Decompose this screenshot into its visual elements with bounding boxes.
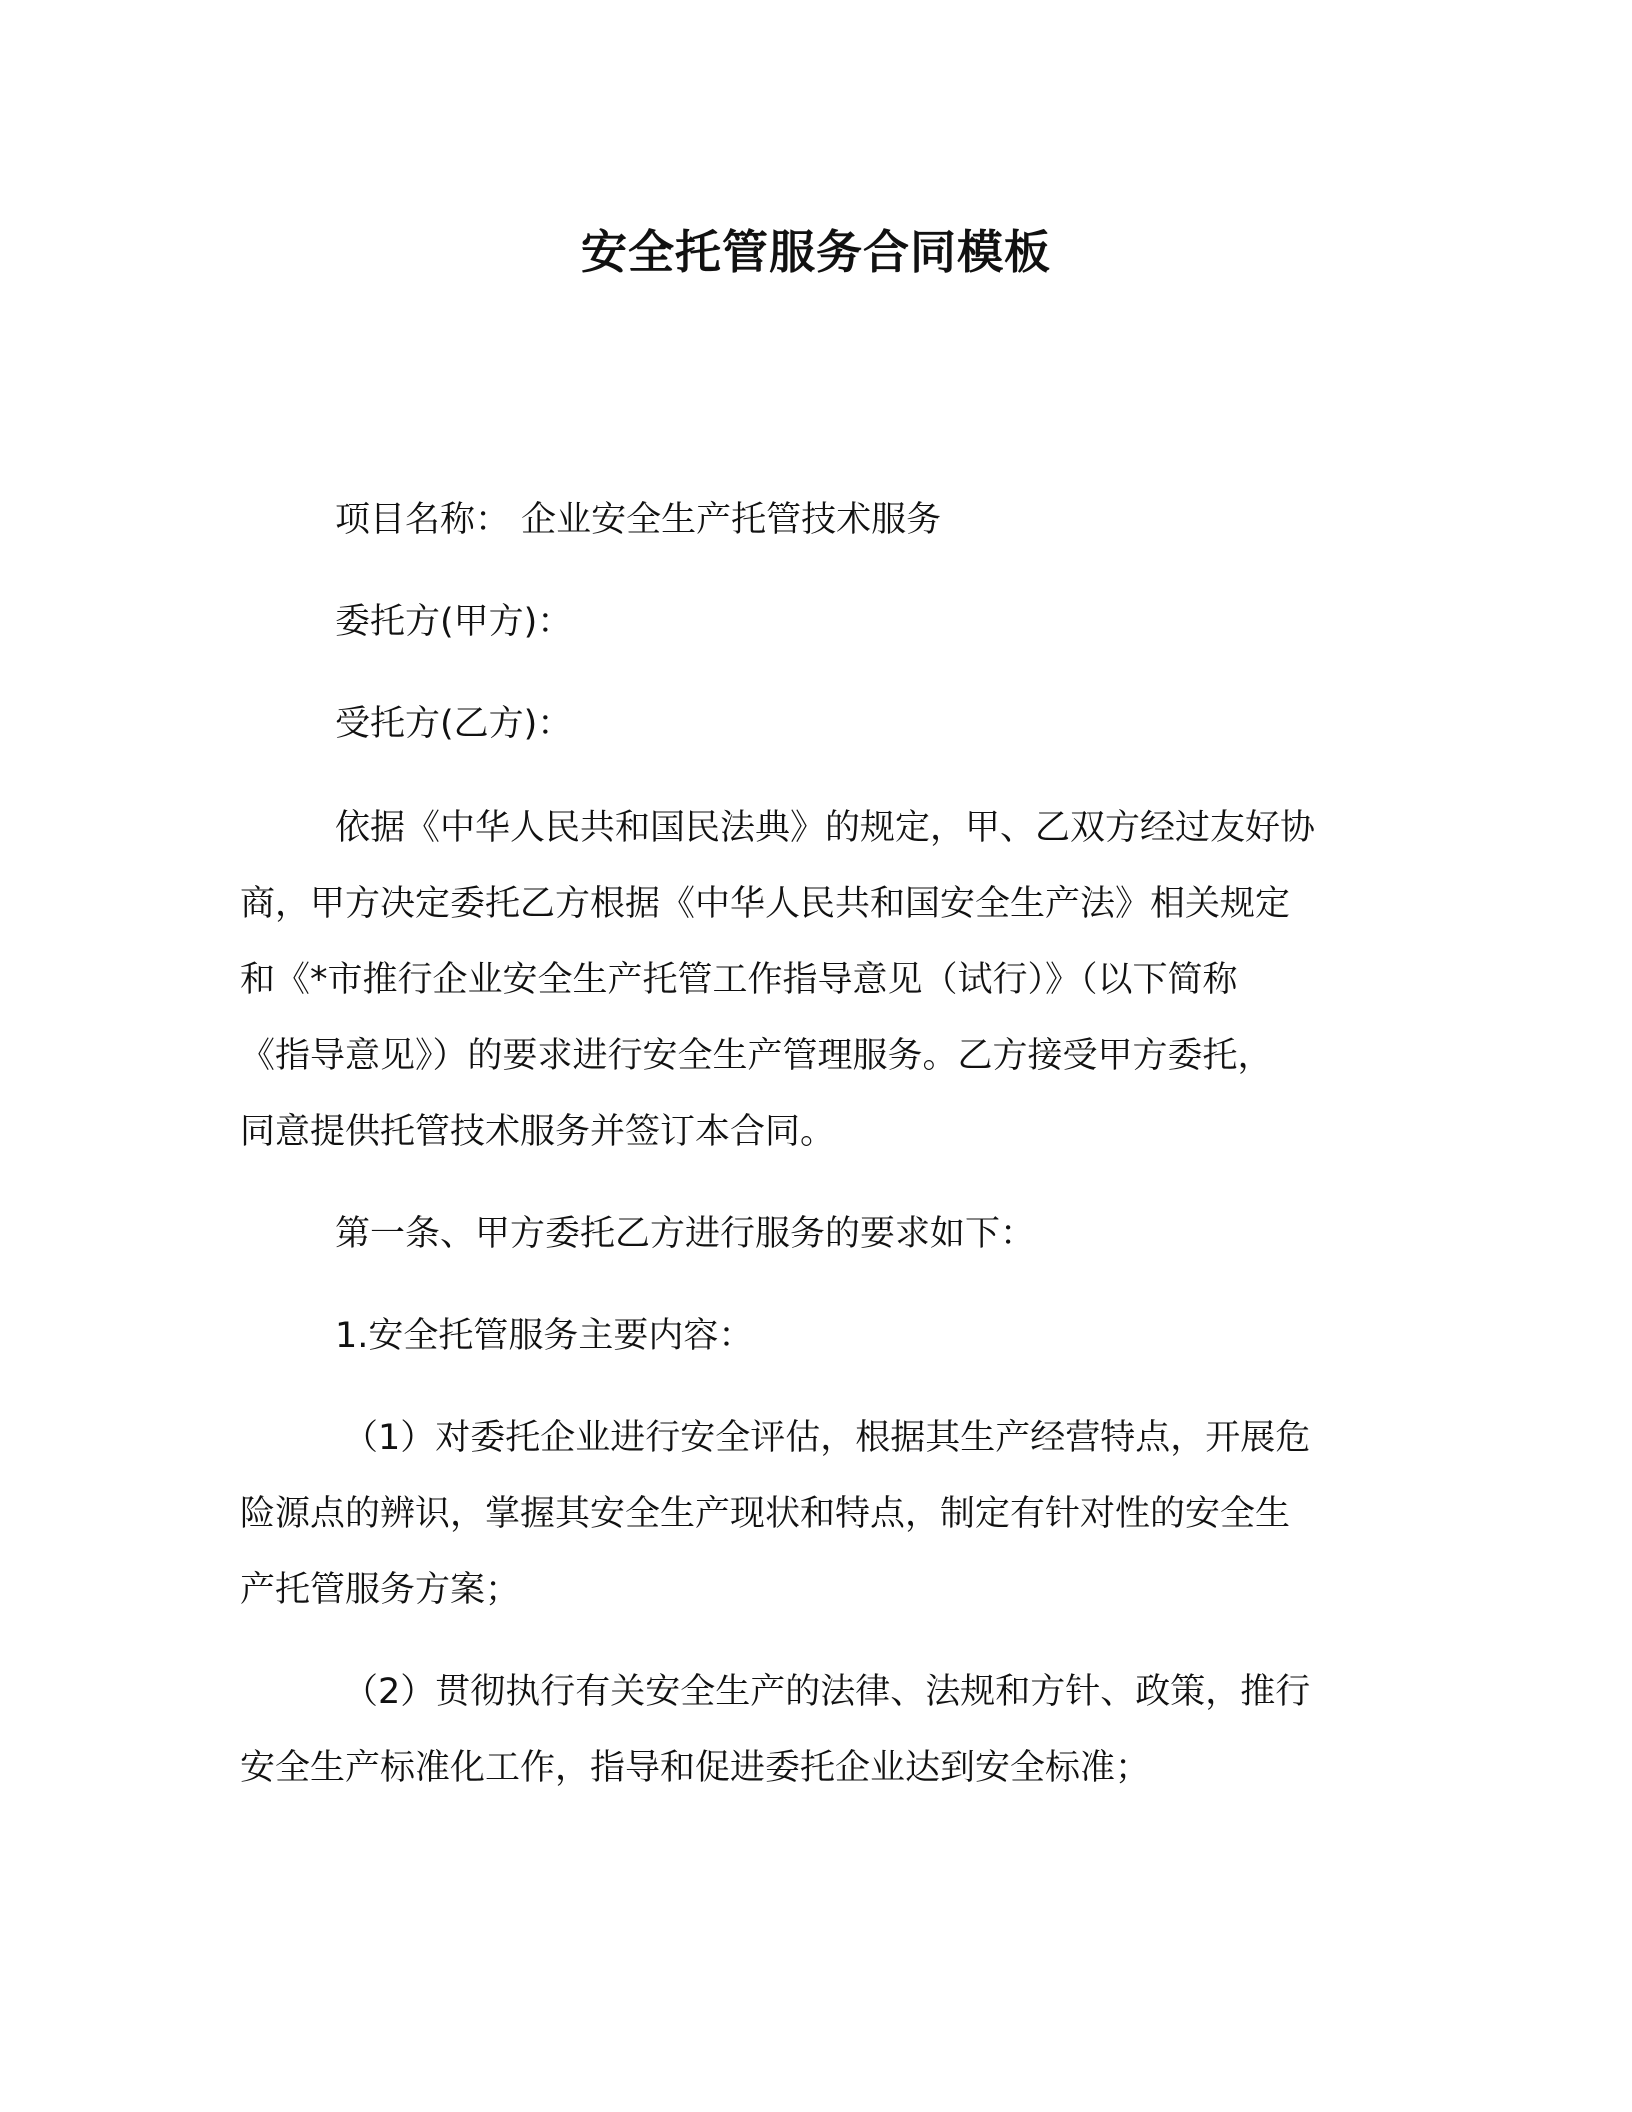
party-b-line: 受托方(乙方)：	[335, 704, 573, 744]
party-a-line: 委托方(甲方)：	[335, 602, 573, 642]
project-name-line: 项目名称： 企业安全生产托管技术服务	[335, 500, 942, 540]
item-1-line: 产托管服务方案；	[240, 1570, 521, 1610]
item-2-line: （2）贯彻执行有关安全生产的法律、法规和方针、政策，推行	[343, 1672, 1311, 1712]
item-1-line: 险源点的辨识，掌握其安全生产现状和特点，制定有针对性的安全生	[240, 1494, 1291, 1534]
intro-paragraph-line: 《指导意见》）的要求进行安全生产管理服务。乙方接受甲方委托，	[240, 1036, 1273, 1076]
intro-paragraph-line: 同意提供托管技术服务并签订本合同。	[240, 1112, 836, 1152]
item-2-line: 安全生产标准化工作，指导和促进委托企业达到安全标准；	[240, 1748, 1151, 1788]
intro-paragraph-line: 和《*市推行企业安全生产托管工作指导意见（试行）》（以下简称	[240, 960, 1238, 1000]
section-one-heading: 1.安全托管服务主要内容：	[335, 1316, 754, 1356]
article-one-heading: 第一条、甲方委托乙方进行服务的要求如下：	[335, 1214, 1036, 1254]
document-title: 安全托管服务合同模板	[581, 225, 1051, 279]
item-1-line: （1）对委托企业进行安全评估，根据其生产经营特点，开展危	[343, 1418, 1311, 1458]
intro-paragraph-line: 商，甲方决定委托乙方根据《中华人民共和国安全生产法》相关规定	[240, 884, 1291, 924]
intro-paragraph-line: 依据《中华人民共和国民法典》的规定，甲、乙双方经过友好协	[335, 808, 1316, 848]
